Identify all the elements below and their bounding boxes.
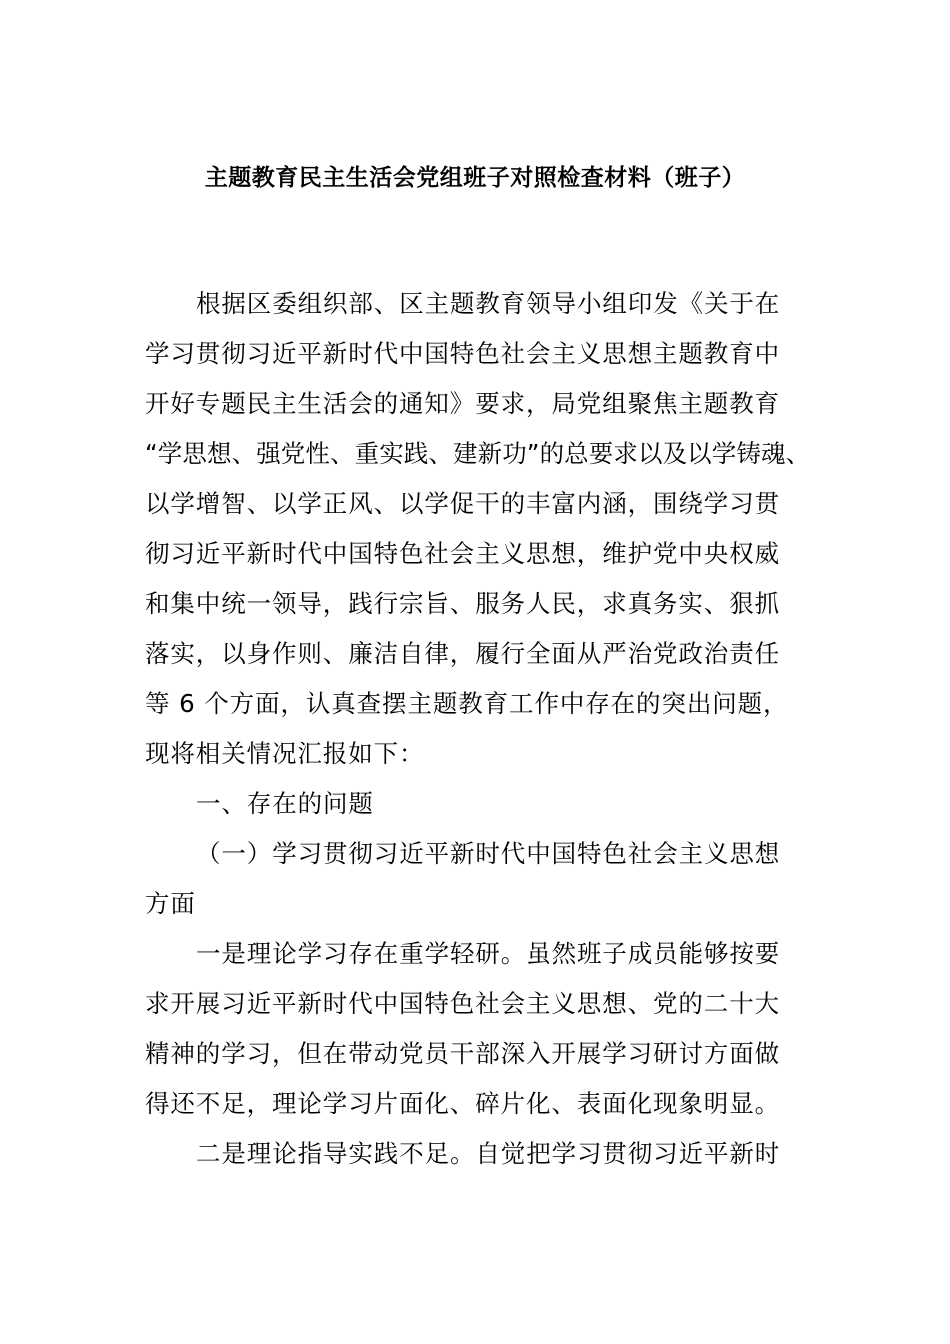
body-line: 现将相关情况汇报如下：: [145, 739, 425, 768]
body-line: 等 6 个方面，认真查摆主题教育工作中存在的突出问题，: [145, 689, 789, 718]
body-line: 根据区委组织部、区主题教育领导小组印发《关于在: [196, 289, 781, 318]
body-line: “学思想、强党性、重实践、建新功”的总要求以及以学铸魂、: [145, 439, 811, 468]
body-line: 一是理论学习存在重学轻研。虽然班子成员能够按要: [196, 939, 781, 968]
body-line: 求开展习近平新时代中国特色社会主义思想、党的二十大: [145, 989, 780, 1018]
body-line: 得还不足，理论学习片面化、碎片化、表面化现象明显。: [145, 1089, 780, 1118]
body-line: 精神的学习，但在带动党员干部深入开展学习研讨方面做: [145, 1039, 780, 1068]
document-title: 主题教育民主生活会党组班子对照检查材料（班子）: [204, 165, 746, 191]
section-heading: 一、存在的问题: [196, 789, 374, 818]
body-line: 二是理论指导实践不足。自觉把学习贯彻习近平新时: [196, 1139, 781, 1168]
subsection-heading-cont: 方面: [145, 889, 196, 918]
body-line: 学习贯彻习近平新时代中国特色社会主义思想主题教育中: [145, 339, 780, 368]
body-line: 彻习近平新时代中国特色社会主义思想，维护党中央权威: [145, 539, 780, 568]
body-line: 开好专题民主生活会的通知》要求，局党组聚焦主题教育: [145, 389, 780, 418]
subsection-heading: （一）学习贯彻习近平新时代中国特色社会主义思想: [196, 839, 781, 868]
body-line: 以学增智、以学正风、以学促干的丰富内涵，围绕学习贯: [145, 489, 780, 518]
body-line: 和集中统一领导，践行宗旨、服务人民，求真务实、狠抓: [145, 589, 780, 618]
body-line: 落实，以身作则、廉洁自律，履行全面从严治党政治责任: [145, 639, 780, 668]
